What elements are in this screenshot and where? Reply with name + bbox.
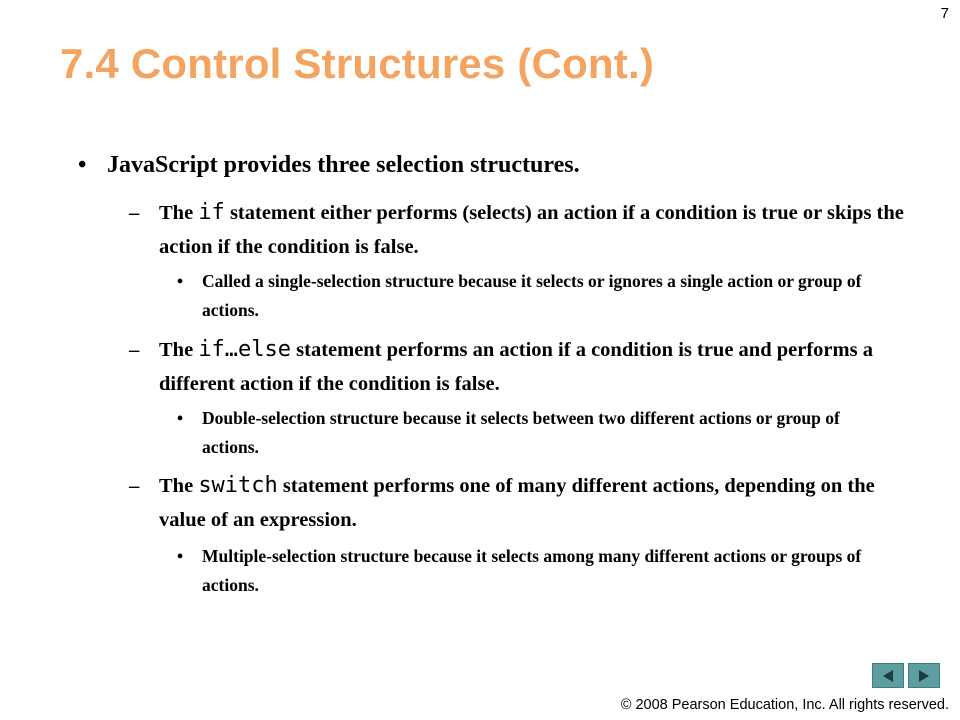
sub-item-text: Called a single-selection structure because it selects or ignores a single action or group of actions. xyxy=(202,271,862,320)
bullet-glyph: • xyxy=(78,152,87,178)
slide-navigation xyxy=(872,663,940,688)
keyword-code: if xyxy=(198,200,225,225)
dash-glyph: – xyxy=(129,339,140,361)
sub-item-if-else xyxy=(177,404,897,462)
keyword-code: switch xyxy=(198,473,278,498)
item-post: statement either performs (selects) an action if a condition is true or skips the action if the condition is false. xyxy=(159,202,904,258)
item-text xyxy=(159,196,909,264)
item-text xyxy=(159,469,909,537)
item-post: statement performs one of many different actions, depending on the value of an expression. xyxy=(159,475,875,531)
dash-glyph: – xyxy=(129,475,140,497)
bullet-glyph: • xyxy=(177,408,184,428)
item-pre: The xyxy=(159,202,194,224)
sub-item-switch xyxy=(177,542,897,600)
dash-glyph: – xyxy=(129,202,140,224)
slide-title: 7.4 Control Structures (Cont.) xyxy=(60,40,655,87)
page-number: 7 xyxy=(940,5,949,22)
keyword-code: if…else xyxy=(198,337,292,362)
copyright-footer: © 2008 Pearson Education, Inc. All rights reserved. xyxy=(620,697,949,713)
triangle-left-icon xyxy=(880,668,896,684)
intro-text: JavaScript provides three selection structures. xyxy=(107,152,580,178)
bullet-glyph: • xyxy=(177,271,184,291)
sub-item-text: Double-selection structure because it selects between two different actions or group of actions. xyxy=(202,408,840,457)
sub-item-text: Multiple-selection structure because it selects among many different actions or groups of actions. xyxy=(202,546,862,595)
sub-item-if xyxy=(177,267,897,325)
item-pre: The xyxy=(159,339,194,361)
item-post: statement performs an action if a condition is true and performs a different action if the condition is false. xyxy=(159,339,873,395)
item-pre: The xyxy=(159,475,194,497)
item-switch xyxy=(129,469,909,537)
triangle-right-icon xyxy=(916,668,932,684)
item-if-else xyxy=(129,333,909,401)
previous-slide-button[interactable] xyxy=(872,663,904,688)
item-text xyxy=(159,333,909,401)
bullet-glyph: • xyxy=(177,546,184,566)
item-if xyxy=(129,196,909,264)
next-slide-button[interactable] xyxy=(908,663,940,688)
